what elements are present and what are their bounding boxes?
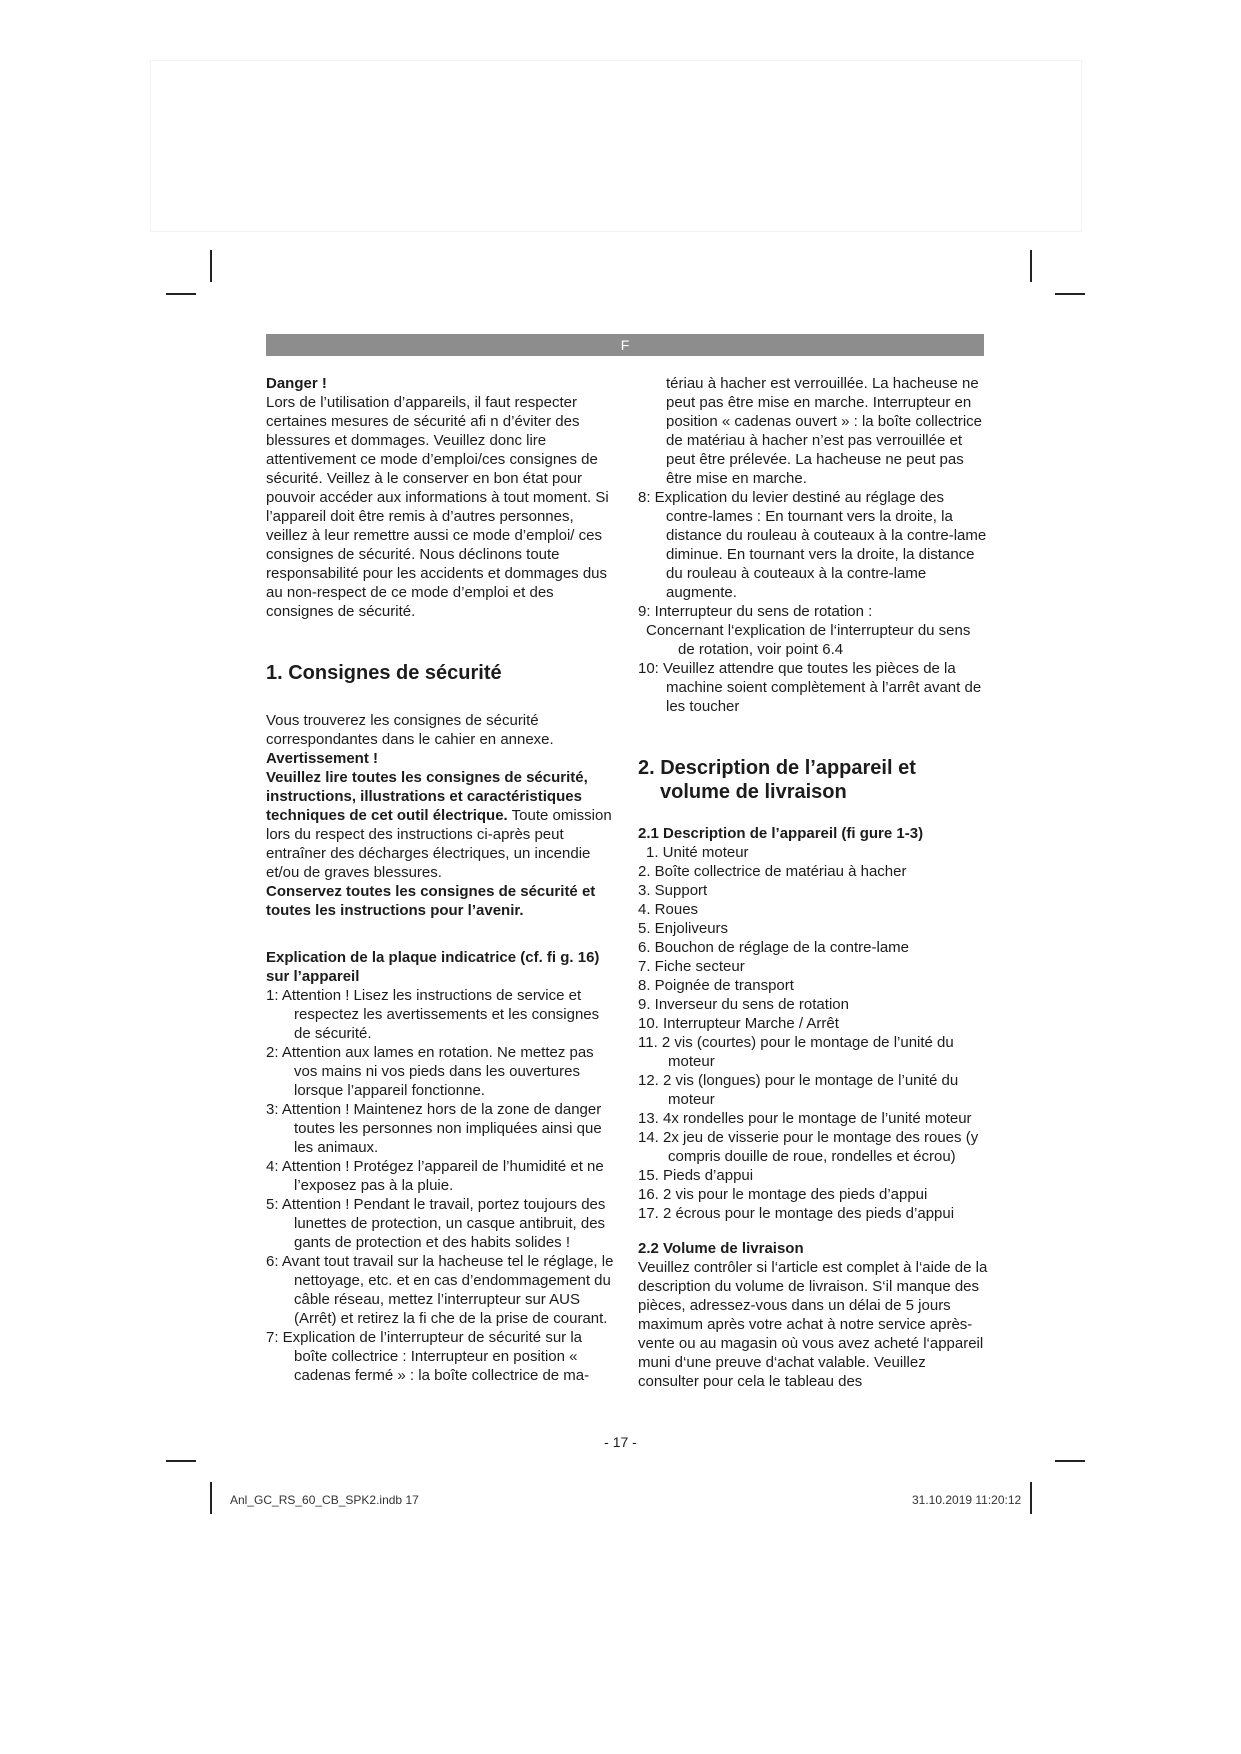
footer-timestamp: 31.10.2019 11:20:12 <box>912 1493 1022 1507</box>
crop-mark <box>1030 250 1032 282</box>
crop-mark <box>210 1482 212 1514</box>
part-item: 4. Roues <box>638 901 699 918</box>
part-item: 8. Poignée de transport <box>638 977 794 994</box>
plate-item: 3: Attention ! Maintenez hors de la zone de danger toutes les personnes non impliquées ainsi que les animaux. <box>266 1101 602 1156</box>
part-item: 17. 2 écrous pour le montage des pieds d’appui <box>638 1205 955 1222</box>
part-item: 13. 4x rondelles pour le montage de l’unité moteur <box>638 1110 972 1127</box>
crop-mark <box>166 293 196 295</box>
part-item: 3. Support <box>638 882 708 899</box>
danger-title: Danger ! <box>266 375 327 392</box>
plate-item: 9: Interrupteur du sens de rotation : <box>638 603 873 620</box>
warning-title: Avertissement ! <box>266 750 378 767</box>
plate-item: 1: Attention ! Lisez les instructions de service et respectez les avertissements et les consignes de sécurité. <box>266 987 600 1042</box>
crop-mark <box>1055 293 1085 295</box>
language-bar: F <box>266 334 984 356</box>
plate-item-9-text: Concernant l‘explication de l‘interrupteur du sens de rotation, voir point 6.4 <box>646 622 971 658</box>
part-item: 14. 2x jeu de visserie pour le montage des roues (y compris douille de roue, rondelles et écrou) <box>638 1129 979 1165</box>
plate-item: 8: Explication du levier destiné au réglage des contre-lames : En tournant vers la droite, la distance du rouleau à couteaux à la contre-lame diminue. En tournant vers la droite, la distance du rouleau à couteaux à la contre-lame augmente. <box>638 489 987 601</box>
part-item: 16. 2 vis pour le montage des pieds d’appui <box>638 1186 928 1203</box>
part-item: 10. Interrupteur Marche / Arrêt <box>638 1015 839 1032</box>
danger-text: Lors de l’utilisation d’appareils, il faut respecter certaines mesures de sécurité afi n d’éviter des blessures et dommages. Veuillez donc lire attentivement ce mode d’emploi/ces consignes de sécurité. Veillez à le conserver en bon état pour pouvoir accéder aux informations à tout moment. Si l’appareil doit être remis à d’autres personnes, veillez à leur remettre aussi ce mode d’emploi/ ces consignes de sécurité. Nous déclinons toute responsabilité pour les accidents et dommages dus au non-respect de ce mode d’emploi et des consignes de sécurité. <box>266 394 609 620</box>
part-item: 15. Pieds d’appui <box>638 1167 754 1184</box>
part-item: 12. 2 vis (longues) pour le montage de l’unité du moteur <box>638 1072 959 1108</box>
plate-item: 4: Attention ! Protégez l’appareil de l’humidité et ne l’exposez pas à la pluie. <box>266 1158 604 1194</box>
warning-text: Toute omission lors du respect des instructions ci-après peut entraîner des décharges électriques, un incendie et/ou de graves blessures. <box>266 807 612 881</box>
plate-item: 10: Veuillez attendre que toutes les pièces de la machine soient complètement à l’arrêt avant de les toucher <box>638 660 982 715</box>
crop-mark <box>1055 1460 1085 1462</box>
keep-instructions: Conservez toutes les consignes de sécurité et toutes les instructions pour l’avenir. <box>266 883 596 919</box>
section-1-title: 1. Consignes de sécurité <box>266 662 502 684</box>
part-item: 7. Fiche secteur <box>638 958 745 975</box>
section-1-intro: Vous trouverez les consignes de sécurité correspondantes dans le cahier en annexe. <box>266 712 554 748</box>
plate-item-7-continued: tériau à hacher est verrouillée. La hacheuse ne peut pas être mise en marche. Interrupteur en position « cadenas ouvert » : la boîte collectrice de matériau à hacher n’est pas verrouillée et peut être prélevée. La hacheuse ne peut pas être mise en marche. <box>666 375 983 487</box>
warning-bold: Veuillez lire toutes les consignes de sécurité, instructions, illustrations et caractéristiques techniques de cet outil électrique. <box>266 769 588 824</box>
crop-mark <box>166 1460 196 1462</box>
crop-mark <box>1030 1482 1032 1514</box>
plate-item: 7: Explication de l’interrupteur de sécurité sur la boîte collectrice : Interrupteur en position « cadenas fermé » : la boîte collectrice de ma- <box>266 1329 590 1384</box>
bleed-through-area <box>150 60 1082 232</box>
plate-item: 2: Attention aux lames en rotation. Ne mettez pas vos mains ni vos pieds dans les ouvertures lorsque l’appareil fonctionne. <box>266 1044 594 1099</box>
crop-mark <box>210 250 212 282</box>
subsection-2-2-text: Veuillez contrôler si l‘article est complet à l‘aide de la description du volume de livraison. S‘il manque des pièces, adressez-vous dans un délai de 5 jours maximum après votre achat à notre service après-vente ou au magasin où vous avez acheté l‘appareil muni d‘une preuve d‘achat valable. Veuillez consulter pour cela le tableau des <box>638 1259 988 1390</box>
warning-paragraph <box>266 768 616 882</box>
left-column <box>266 374 616 1385</box>
subsection-2-1-title: 2.1 Description de l’appareil (fi gure 1-3) <box>638 825 924 842</box>
part-item: 1. Unité moteur <box>646 844 749 861</box>
subsection-2-2-title: 2.2 Volume de livraison <box>638 1240 804 1257</box>
plate-item: 5: Attention ! Pendant le travail, portez toujours des lunettes de protection, un casque antibruit, des gants de protection et des habits solides ! <box>266 1196 606 1251</box>
part-item: 6. Bouchon de réglage de la contre-lame <box>638 939 910 956</box>
footer-filename: Anl_GC_RS_60_CB_SPK2.indb 17 <box>230 1493 419 1507</box>
right-column <box>638 374 990 1391</box>
part-item: 11. 2 vis (courtes) pour le montage de l’unité du moteur <box>638 1034 954 1070</box>
plate-item: 6: Avant tout travail sur la hacheuse tel le réglage, le nettoyage, etc. et en cas d’endommagement du câble réseau, mettez l’interrupteur sur AUS (Arrêt) et retirez la fi che de la prise de courant. <box>266 1253 614 1327</box>
section-2-title: 2. Description de l’appareil et volume de livraison <box>638 757 916 803</box>
part-item: 2. Boîte collectrice de matériau à hacher <box>638 863 907 880</box>
plate-title: Explication de la plaque indicatrice (cf. fi g. 16) sur l’appareil <box>266 949 600 985</box>
part-item: 5. Enjoliveurs <box>638 920 729 937</box>
page-number: - 17 - <box>604 1434 637 1450</box>
part-item: 9. Inverseur du sens de rotation <box>638 996 849 1013</box>
